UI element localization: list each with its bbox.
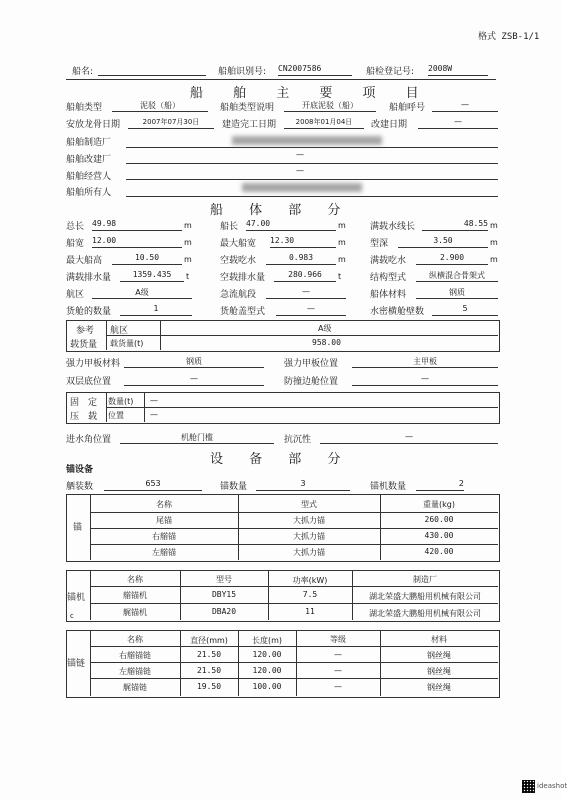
ref-cargo-label: 载货量(t) (110, 339, 144, 348)
loa-unit: m (184, 221, 192, 230)
anchor-row-2-type: 大抓力锚 (293, 548, 325, 557)
anchor-header-type: 型式 (301, 500, 317, 509)
area-value: A级 (92, 287, 192, 299)
light-draft-label: 空载吃水 (220, 256, 257, 266)
modifier-label: 船舶改建厂 (66, 155, 112, 165)
max-breadth-label: 最大船宽 (220, 239, 257, 249)
chain-row-1-length: 120.00 (252, 666, 282, 675)
full-draft-label: 满载吃水 (370, 256, 407, 266)
ship-name-value (98, 64, 206, 76)
windlass-count-value: 2 (416, 479, 464, 491)
max-height-unit: m (184, 255, 192, 264)
full-draft-unit: m (490, 255, 498, 264)
chain-row-0-diameter: 21.50 (196, 650, 222, 659)
chain-row-1-diameter: 21.50 (196, 666, 222, 675)
ref-load-label-1: 参考 (76, 326, 95, 336)
anchor-header-name: 名称 (156, 500, 172, 509)
hold-type-value: — (276, 304, 346, 316)
ballast-pos-value: — (150, 410, 158, 419)
redacted-owner (242, 183, 362, 192)
deck-material-value: 钢质 (124, 356, 264, 368)
flood-label: 进水角位置 (66, 435, 112, 445)
deck-position-value: 主甲板 (352, 356, 498, 368)
chain-row-1-name: 左艏锚链 (119, 667, 151, 676)
anchor-side-label: 锚 (73, 523, 83, 533)
chain-row-0-material: 钢丝绳 (427, 651, 451, 660)
loa-label: 总长 (66, 222, 85, 232)
anchor-row-1-type: 大抓力锚 (293, 532, 325, 541)
outfit-value: 653 (104, 479, 202, 491)
form-code: 格式 ZSB-1/1 (478, 32, 540, 42)
bulkheads-value: 5 (432, 304, 498, 316)
full-disp-label: 满载排水量 (66, 273, 112, 283)
anchor-row-1-weight: 430.00 (424, 531, 454, 540)
ref-area-label: 航区 (110, 326, 129, 336)
breadth-unit: m (184, 238, 192, 247)
operator-label: 船舶经营人 (66, 172, 112, 182)
breadth-value: 12.00 (92, 236, 182, 248)
call-sign-label: 船舶呼号 (389, 103, 426, 113)
reg-no-label: 船检登记号: (366, 67, 415, 77)
anchor-header-weight: 重量(kg) (423, 500, 455, 509)
chain-header-material: 材料 (431, 635, 447, 644)
max-breadth-value: 12.30 (270, 236, 336, 248)
ballast-qty-label: 数量(t) (108, 397, 134, 406)
breadth-label: 船宽 (66, 239, 85, 249)
flood-value: 机舱门槛 (120, 432, 274, 444)
ref-area-value: A级 (318, 324, 332, 333)
qr-code-icon (522, 780, 535, 793)
full-disp-unit: t (186, 272, 190, 281)
reg-no-value: 2008W (428, 64, 488, 76)
sink-value: — (320, 432, 498, 444)
ship-type-desc-label: 船舶类型说明 (220, 103, 275, 113)
full-draft-value: 2.900 (416, 253, 488, 265)
chain-row-1-grade: — (334, 666, 342, 675)
chain-row-2-length: 100.00 (252, 682, 282, 691)
chain-header-name: 名称 (127, 635, 143, 644)
windlass-header-maker: 制造厂 (413, 575, 437, 584)
depth-unit: m (490, 238, 498, 247)
completion-date-label: 建造完工日期 (222, 120, 277, 130)
rebuild-date-label: 改建日期 (371, 120, 408, 130)
ref-load-label-2: 载货量 (70, 340, 98, 350)
anchor-row-0-type: 大抓力锚 (293, 516, 325, 525)
anchor-count-value: 3 (256, 479, 350, 491)
windlass-header-model: 型号 (216, 575, 232, 584)
light-draft-value: 0.983 (266, 253, 336, 265)
windlass-row-1-maker: 湖北荣盛大鹏船用机械有限公司 (369, 609, 481, 618)
windlass-row-0-name: 艏锚机 (123, 591, 147, 600)
sink-label: 抗沉性 (284, 435, 312, 445)
anchor-row-2-weight: 420.00 (424, 547, 454, 556)
windlass-row-0-maker: 湖北荣盛大鹏船用机械有限公司 (369, 592, 481, 601)
depth-label: 型深 (370, 239, 389, 249)
ship-type-desc-value: 开底泥驳（船） (284, 100, 376, 112)
light-disp-label: 空载排水量 (220, 273, 266, 283)
builder-label: 船舶制造厂 (66, 138, 112, 148)
bulkheads-label: 水密横舱壁数 (370, 307, 425, 317)
chain-row-2-grade: — (334, 682, 342, 691)
material-value: 钢质 (416, 287, 498, 299)
rebuild-date-value: — (418, 117, 498, 129)
structure-label: 结构型式 (370, 273, 407, 283)
footer-brand: ideashot (537, 782, 567, 790)
holds-value: 1 (120, 304, 192, 316)
equipment-title: 设 备 部 分 (210, 452, 341, 467)
modifier-value: — (296, 150, 304, 159)
max-height-value: 10.50 (112, 253, 182, 265)
ballast-label-1: 固 定 (70, 398, 98, 408)
anchor-row-0-weight: 260.00 (424, 515, 454, 524)
deck-position-label: 强力甲板位置 (284, 359, 339, 369)
lwl-value: 48.55 (422, 219, 488, 231)
collision-label: 防撞边舱位置 (284, 377, 339, 387)
keel-date-label: 安放龙骨日期 (66, 120, 121, 130)
windlass-row-1-name: 艉锚机 (123, 608, 147, 617)
windlass-side-label: 锚机 (67, 593, 86, 603)
windlass-row-0-model: DBY15 (211, 590, 237, 599)
ref-cargo-value: 958.00 (312, 338, 341, 347)
lpp-label: 船长 (220, 222, 239, 232)
collision-value: — (352, 374, 498, 386)
hull-title: 船 体 部 分 (210, 203, 341, 218)
ship-name-label: 船名: (72, 67, 94, 77)
windlass-row-1-power: 11 (305, 607, 315, 616)
chain-row-1-material: 钢丝绳 (427, 667, 451, 676)
depth-value: 3.50 (398, 236, 488, 248)
anchor-row-2-name: 左艏锚 (152, 548, 176, 557)
chain-row-0-grade: — (334, 650, 342, 659)
ballast-label-2: 压 载 (70, 412, 98, 422)
light-draft-unit: m (338, 255, 346, 264)
structure-value: 纵横混合骨架式 (416, 270, 498, 282)
outfit-label: 舾装数 (66, 482, 94, 492)
light-disp-value: 280.966 (274, 270, 336, 282)
holds-label: 货舱的数量 (66, 307, 112, 317)
windlass-count-label: 锚机数量 (370, 482, 407, 492)
windlass-side-mark: c (70, 612, 74, 620)
double-bottom-label: 双层底位置 (66, 377, 112, 387)
material-label: 船体材料 (370, 290, 407, 300)
loa-value: 49.98 (92, 219, 182, 231)
completion-date-value: 2008年01月04日 (284, 117, 364, 129)
anchor-row-1-name: 右艏锚 (152, 532, 176, 541)
ship-id-label: 船舶识别号: (218, 67, 267, 77)
ballast-pos-label: 位置 (108, 411, 124, 420)
windlass-header-name: 名称 (127, 575, 143, 584)
chain-header-grade: 等级 (330, 635, 346, 644)
rapids-value: — (266, 287, 346, 299)
anchor-row-0-name: 尾锚 (156, 516, 172, 525)
lpp-value: 47.00 (246, 219, 336, 231)
lwl-label: 满载水线长 (370, 222, 416, 232)
windlass-row-0-power: 7.5 (302, 590, 318, 599)
double-bottom-value: — (124, 374, 264, 386)
ship-id-value: CN2007586 (278, 64, 352, 76)
ship-type-label: 船舶类型 (66, 103, 103, 113)
windlass-header-power: 功率(kW) (292, 576, 328, 585)
full-disp-value: 1359.435 (120, 270, 184, 282)
call-sign-value: — (432, 100, 498, 112)
hold-type-label: 货舱盖型式 (220, 307, 266, 317)
anchor-title: 锚设备 (66, 465, 94, 475)
keel-date-value: 2007年07月30日 (128, 117, 214, 129)
lwl-unit: m (490, 221, 498, 230)
chain-row-2-material: 钢丝绳 (427, 683, 451, 692)
chain-row-0-name: 右艏锚链 (119, 651, 151, 660)
redacted-builder (232, 136, 382, 145)
chain-header-length: 长度(m) (251, 636, 283, 645)
chain-side-label: 锚链 (67, 659, 86, 669)
area-label: 航区 (66, 290, 85, 300)
rapids-label: 急流航段 (220, 290, 257, 300)
deck-material-label: 强力甲板材料 (66, 359, 121, 369)
anchor-count-label: 锚数量 (220, 482, 248, 492)
main-items-title: 船 舶 主 要 项 目 (190, 86, 419, 101)
light-disp-unit: t (338, 272, 342, 281)
windlass-row-1-model: DBA20 (211, 607, 237, 616)
ship-type-value: 泥驳（船） (112, 100, 208, 112)
chain-row-2-diameter: 19.50 (196, 682, 222, 691)
max-breadth-unit: m (338, 238, 346, 247)
lpp-unit: m (338, 221, 346, 230)
chain-header-diameter: 直径(mm) (190, 636, 228, 645)
operator-value: — (296, 166, 304, 175)
chain-row-0-length: 120.00 (252, 650, 282, 659)
chain-row-2-name: 艉锚链 (123, 683, 147, 692)
ballast-qty-value: — (150, 396, 158, 405)
owner-label: 船舶所有人 (66, 188, 112, 198)
max-height-label: 最大船高 (66, 256, 103, 266)
